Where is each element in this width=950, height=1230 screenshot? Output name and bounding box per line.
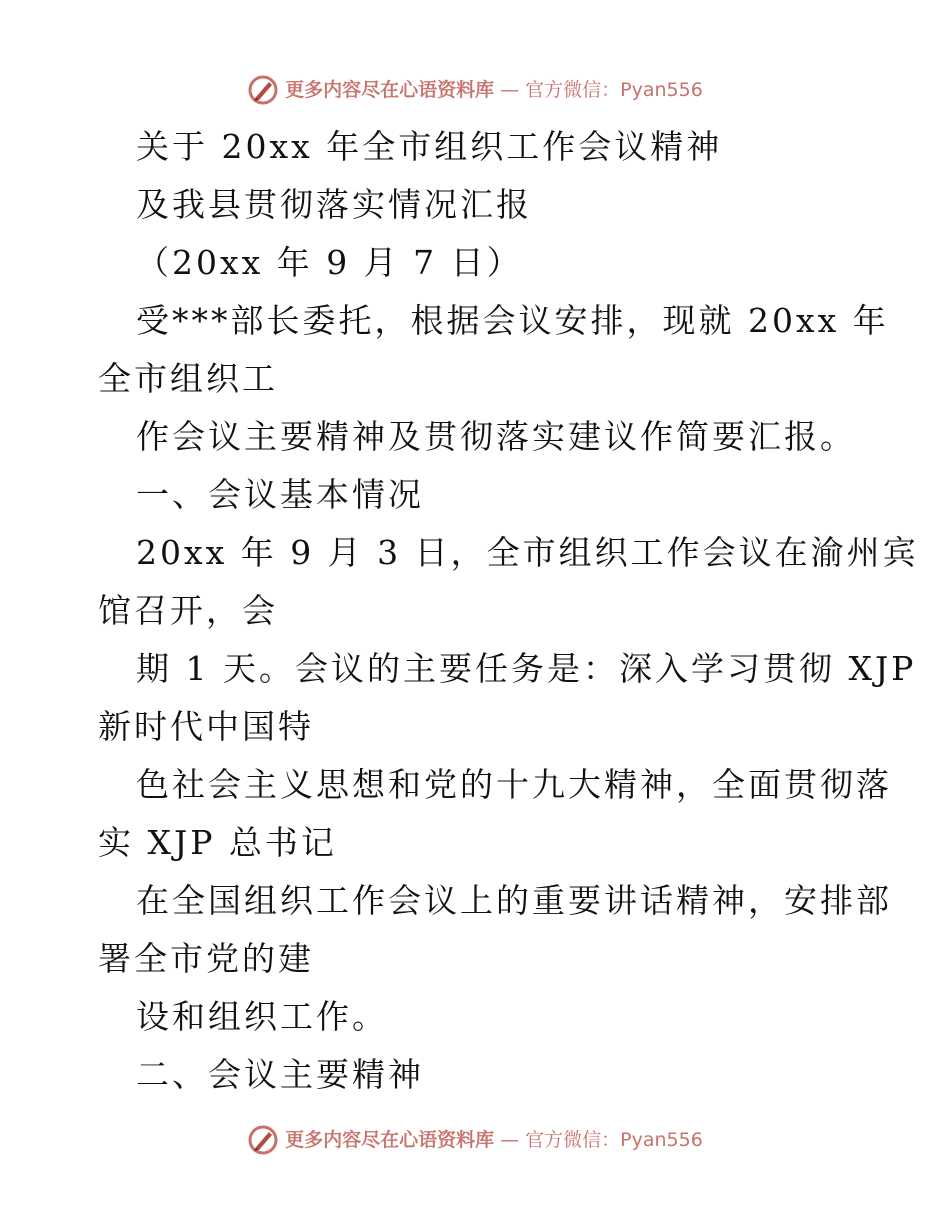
doc-section-heading-2: 二、会议主要精神	[136, 1055, 424, 1094]
watermark-header	[0, 74, 950, 106]
watermark-footer	[0, 1124, 950, 1156]
doc-title-line-1: 关于 20xx 年全市组织工作会议精神	[136, 127, 723, 166]
doc-paragraph-line: 署全市党的建	[98, 939, 314, 978]
watermark-separator: —	[500, 79, 520, 101]
doc-title-line-2: 及我县贯彻落实情况汇报	[136, 185, 532, 224]
doc-paragraph-line: 全市组织工	[98, 359, 278, 398]
doc-paragraph-line: 色社会主义思想和党的十九大精神，全面贯彻落	[136, 765, 892, 804]
doc-paragraph-line: 馆召开，会	[98, 591, 278, 630]
pen-logo-icon	[247, 74, 279, 106]
doc-section-heading-1: 一、会议基本情况	[136, 475, 424, 514]
document-body	[98, 118, 919, 1104]
doc-paragraph-line: 20xx 年 9 月 3 日，全市组织工作会议在渝州宾	[136, 533, 919, 572]
watermark-text: 更多内容尽在心语资料库	[285, 1129, 495, 1151]
watermark-text: 更多内容尽在心语资料库	[285, 79, 495, 101]
doc-date: （20xx 年 9 月 7 日）	[136, 243, 523, 282]
doc-paragraph-line: 受***部长委托，根据会议安排，现就 20xx 年	[136, 301, 889, 340]
watermark-contact: 官方微信：Pyan556	[525, 79, 703, 101]
watermark-separator: —	[500, 1129, 520, 1151]
doc-paragraph-line: 期 1 天。会议的主要任务是：深入学习贯彻 XJP	[136, 649, 917, 688]
doc-paragraph-line: 实 XJP 总书记	[98, 823, 337, 862]
doc-paragraph-line: 新时代中国特	[98, 707, 314, 746]
doc-paragraph-line: 设和组织工作。	[136, 997, 388, 1036]
doc-paragraph-line: 在全国组织工作会议上的重要讲话精神，安排部	[136, 881, 892, 920]
doc-paragraph-line: 作会议主要精神及贯彻落实建议作简要汇报。	[136, 417, 856, 456]
watermark-contact: 官方微信：Pyan556	[525, 1129, 703, 1151]
pen-logo-icon	[247, 1124, 279, 1156]
